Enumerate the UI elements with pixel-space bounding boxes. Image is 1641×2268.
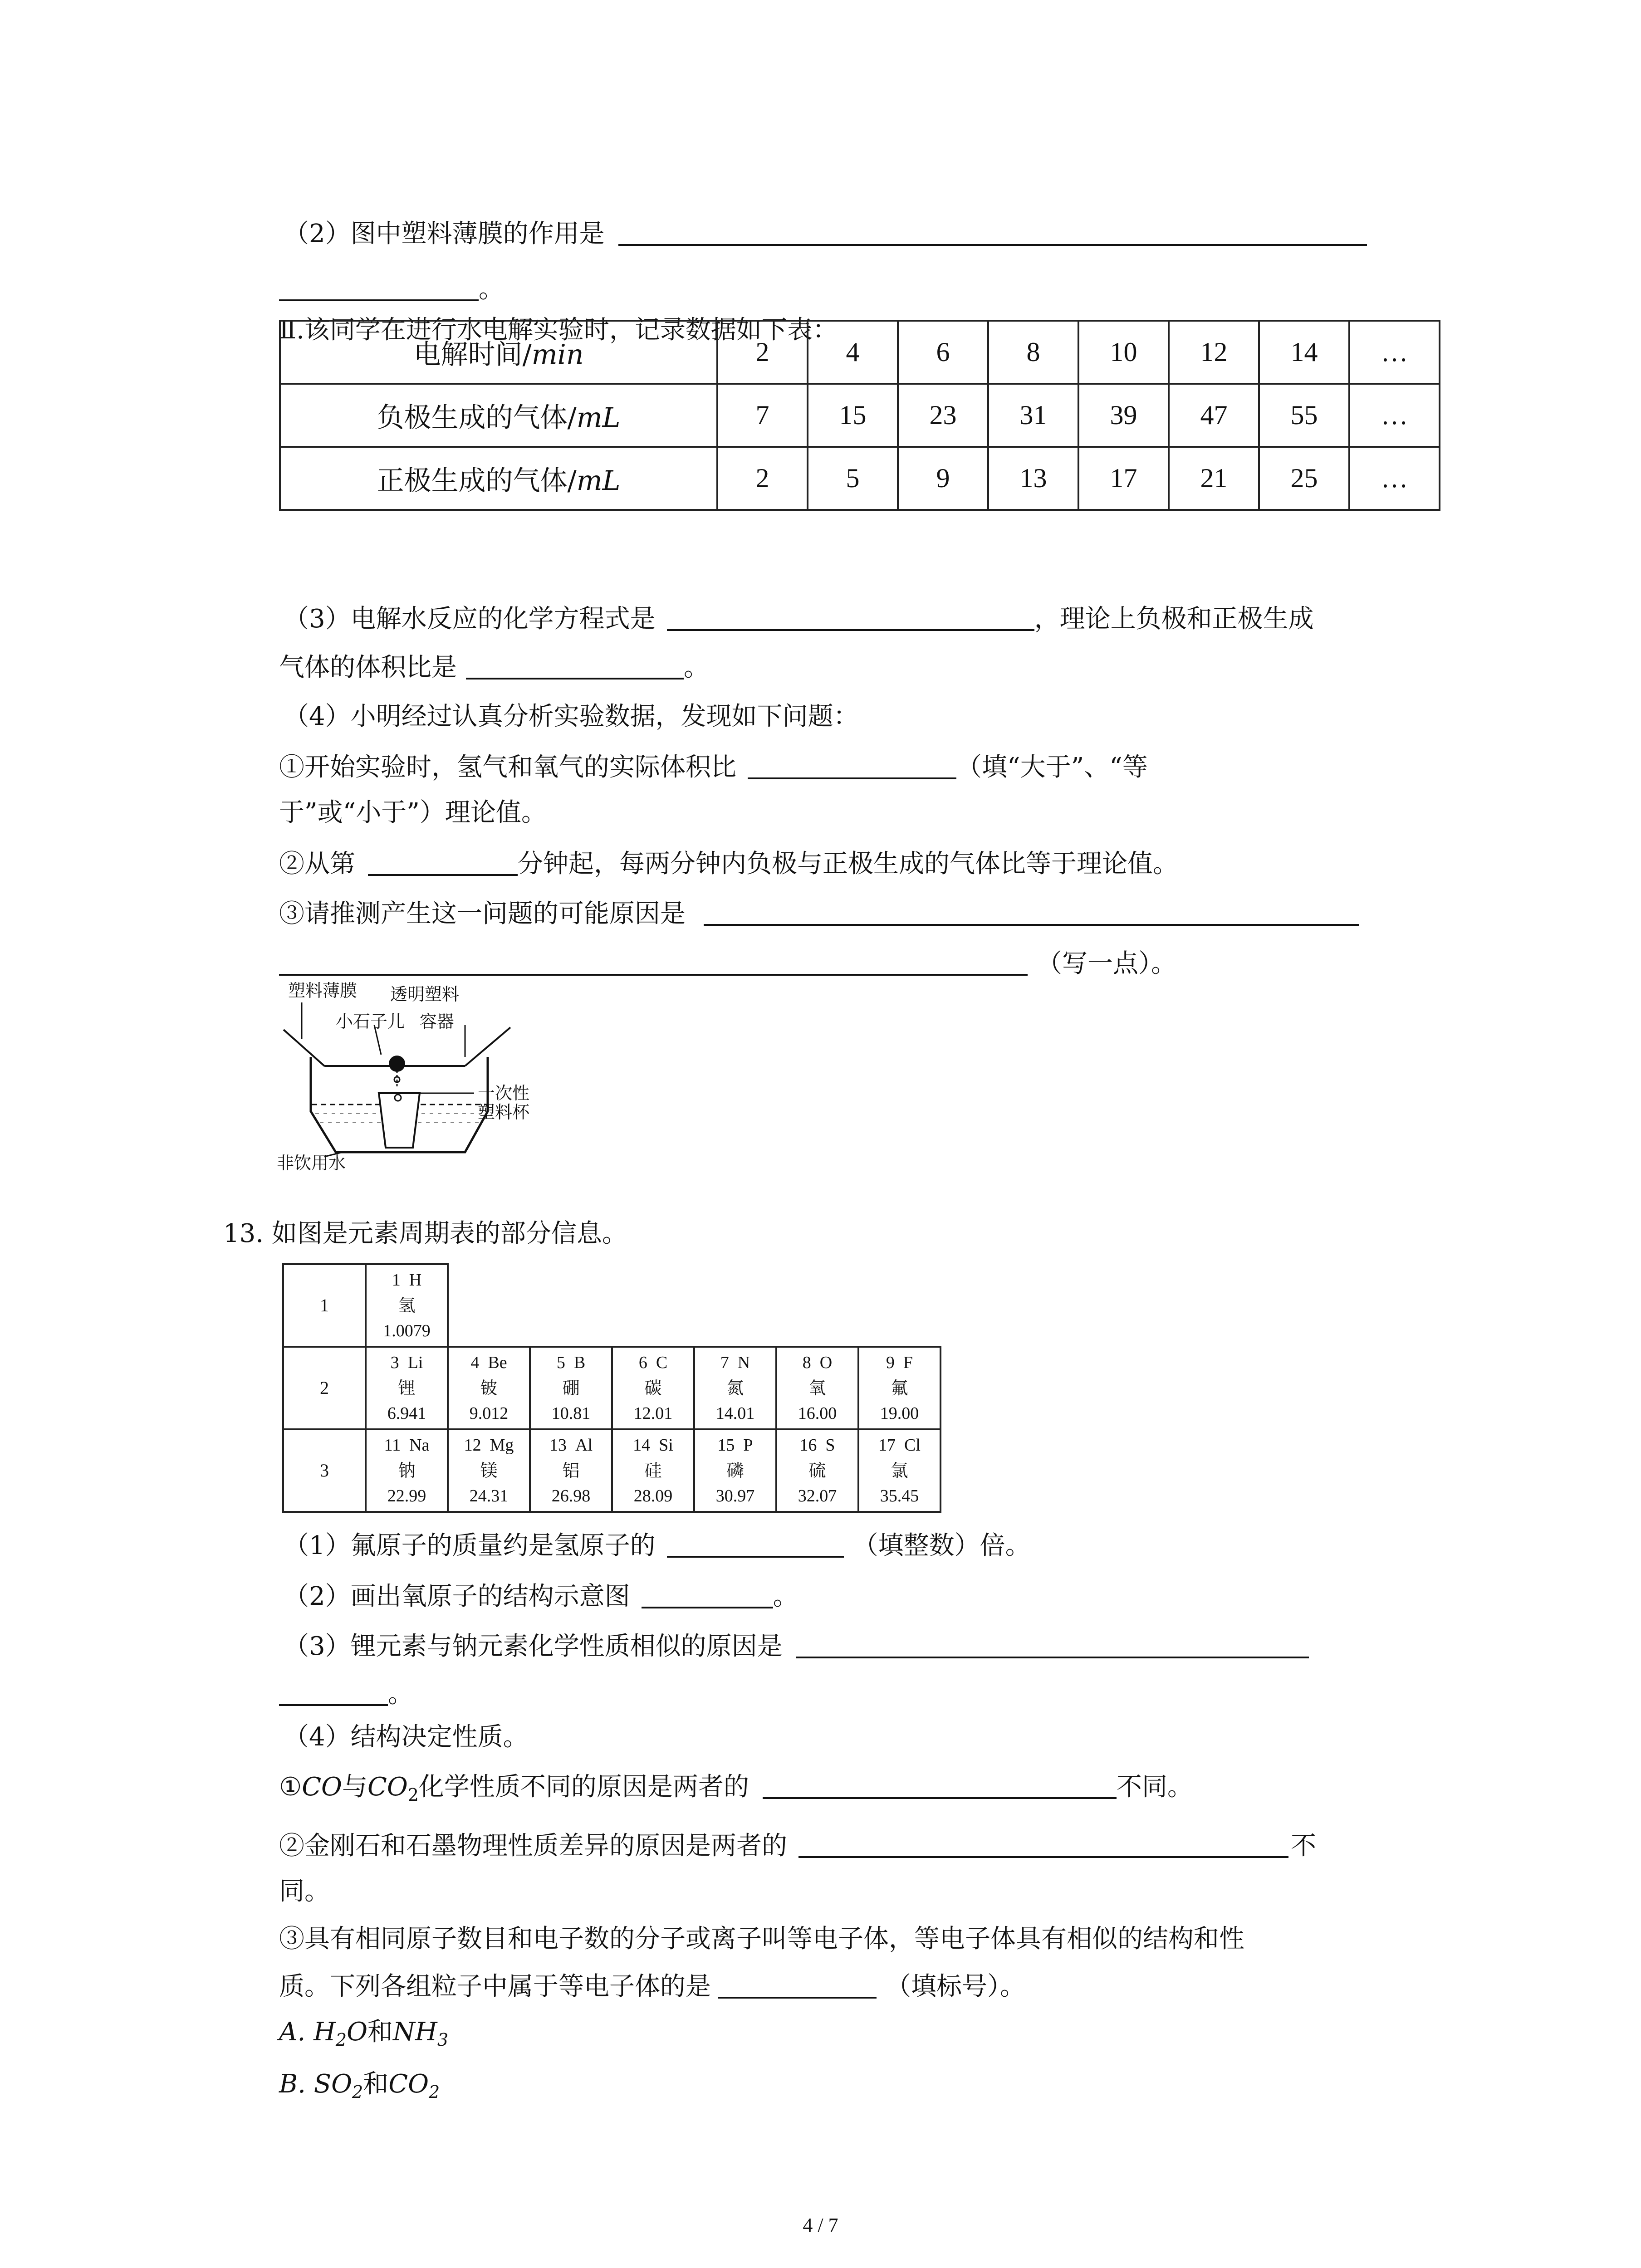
q13-p4-s1-blank[interactable] <box>763 1770 1117 1799</box>
q13-p2-blank[interactable] <box>642 1579 773 1608</box>
element-cell: 11 Na 钠 22.99 <box>366 1429 448 1512</box>
q13-p4-s1: ①CO与$CO_2$化学性质不同的原因是两者的 不同。 <box>279 1769 1193 1805</box>
q13-p4-s2-cont: 同。 <box>279 1877 330 1906</box>
element-cell: 14 Si 硅 28.09 <box>612 1429 694 1512</box>
element-cell-h: 1 H 氢 1.0079 <box>366 1264 448 1347</box>
row-label: 负极生成的气体/mL <box>280 384 717 447</box>
q4-s3-cont: （写一点）。 <box>279 946 1176 982</box>
element-cell: 8 O 氧 16.00 <box>776 1347 858 1429</box>
q4-s3-blank-cont[interactable] <box>279 947 1028 976</box>
element-cell: 6 C 碳 12.01 <box>612 1347 694 1429</box>
electrolysis-table <box>279 320 1440 511</box>
page-number: 4 / 7 <box>803 2214 838 2236</box>
q2-answer-blank[interactable] <box>618 217 1367 246</box>
q13-p4: （4）结构决定性质。 <box>284 1722 529 1752</box>
q3-ratio-blank[interactable] <box>466 650 684 679</box>
element-cell: 9 F 氟 19.00 <box>858 1347 941 1429</box>
option-a: A. $H_2O$和$NH_3$ <box>279 2017 449 2050</box>
element-cell: 7 N 氮 14.01 <box>694 1347 776 1429</box>
q13-p1: （1）氟原子的质量约是氢原子的 （填整数）倍。 <box>284 1528 1031 1564</box>
q4-s2: ②从第 分钟起，每两分钟内负极与正极生成的气体比等于理论值。 <box>279 846 1178 882</box>
q13-p3-cont: 。 <box>279 1676 413 1712</box>
q13-p4-s2: ②金刚石和石墨物理性质差异的原因是两者的 不 <box>279 1828 1316 1864</box>
element-cell: 13 Al 铝 26.98 <box>530 1429 612 1512</box>
q4-intro: （4）小明经过认真分析实验数据，发现如下问题： <box>284 702 859 731</box>
q4-s1-cont: 于”或“小于”）理论值。 <box>279 798 547 827</box>
label-transparent-container: 透明塑料 <box>390 984 460 1004</box>
q13-p3-blank[interactable] <box>796 1629 1309 1658</box>
row-label: 正极生成的气体/mL <box>280 447 717 510</box>
element-cell: 17 Cl 氯 35.45 <box>858 1429 941 1512</box>
q13-stem: 13. 如图是元素周期表的部分信息。 <box>223 1219 627 1248</box>
element-cell: 15 P 磷 30.97 <box>694 1429 776 1512</box>
purifier-drawing <box>274 975 556 1175</box>
period-number: 3 <box>283 1429 366 1512</box>
q4-s3: ③请推测产生这一问题的可能原因是 <box>279 896 1359 932</box>
label-small-stone: 小石子儿 <box>336 1012 405 1031</box>
label-disposable: 一次性 <box>478 1083 530 1103</box>
element-cell: 5 B 硼 10.81 <box>530 1347 612 1429</box>
q13-p4-s3: ③具有相同原子数目和电子数的分子或离子叫等电子体，等电子体具有相似的结构和性 <box>279 1924 1244 1954</box>
q3-line2: 气体的体积比是 。 <box>279 650 709 686</box>
q2-text: （2）图中塑料薄膜的作用是 <box>284 219 605 249</box>
element-cell: 4 Be 铍 9.012 <box>448 1347 530 1429</box>
element-cell: 16 S 硫 32.07 <box>776 1429 858 1512</box>
option-b: B. $SO_2$和$CO_2$ <box>279 2069 440 2102</box>
q4-s1: ①开始实验时，氢气和氧气的实际体积比 （填“大于”、“等 <box>279 749 1148 786</box>
q13-p1-blank[interactable] <box>667 1529 844 1558</box>
period-row <box>283 1264 941 1347</box>
q4-s1-blank[interactable] <box>748 750 956 779</box>
period-row <box>283 1347 941 1429</box>
q3-equation-blank[interactable] <box>667 602 1034 631</box>
water-purifier-figure <box>274 975 556 1175</box>
q4-s3-blank[interactable] <box>704 897 1359 926</box>
q13-p3-blank-cont[interactable] <box>279 1677 388 1706</box>
part2-intro: Ⅱ.该同学在进行水电解实验时，记录数据如下表： <box>279 315 838 345</box>
label-container: 容器 <box>420 1012 455 1031</box>
period-row <box>283 1429 941 1512</box>
q13-p4-s2-blank[interactable] <box>798 1829 1288 1858</box>
q2-answer-blank-cont[interactable] <box>279 272 479 301</box>
periodic-table-excerpt <box>282 1263 941 1513</box>
q13-p3: （3）锂元素与钠元素化学性质相似的原因是 <box>284 1628 1309 1665</box>
row-label: 电解时间/min <box>280 321 717 384</box>
q13-p2: （2）画出氧原子的结构示意图 。 <box>284 1579 798 1615</box>
table-row: 正极生成的气体/mL 2 5 9 13 17 21 25 … <box>280 447 1440 510</box>
label-plastic-film: 塑料薄膜 <box>288 981 358 1001</box>
q2-line <box>284 216 1367 252</box>
period-number: 2 <box>283 1347 366 1429</box>
element-cell: 3 Li 锂 6.941 <box>366 1347 448 1429</box>
table-row: 电解时间/min 2 4 6 8 10 12 14 … <box>280 321 1440 384</box>
label-plastic-cup: 塑料杯 <box>478 1102 530 1122</box>
period-number: 1 <box>283 1264 366 1347</box>
q13-p4-s3-blank[interactable] <box>718 1970 877 1999</box>
element-cell: 12 Mg 镁 24.31 <box>448 1429 530 1512</box>
label-nonpotable-water: 非饮用水 <box>277 1153 346 1173</box>
q3-line1: （3）电解水反应的化学方程式是 ，理论上负极和正极生成 <box>284 601 1314 637</box>
table-row: 负极生成的气体/mL 7 15 23 31 39 47 55 … <box>280 384 1440 447</box>
q13-p4-s3-cont: 质。下列各组粒子中属于等电子体的是 （填标号）。 <box>279 1969 1025 2005</box>
q2-line2: 。 <box>279 271 504 308</box>
q4-s2-blank[interactable] <box>368 847 518 876</box>
